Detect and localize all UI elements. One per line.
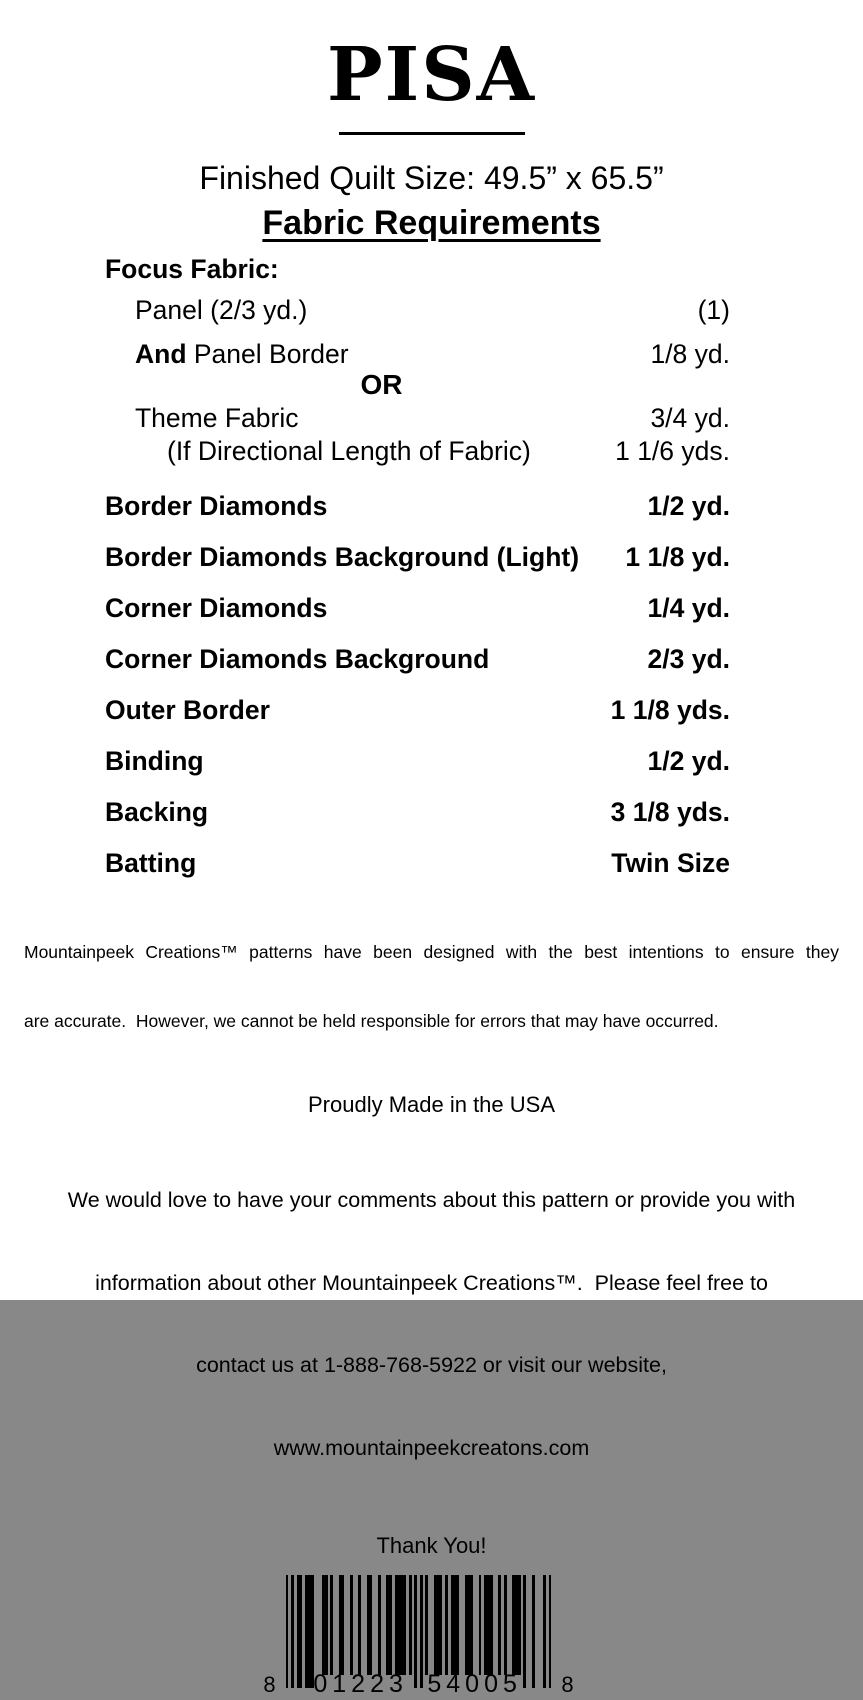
requirement-row (105, 850, 730, 877)
contact-line: information about other Mountainpeek Creations™. Please feel free to (95, 1270, 768, 1295)
requirement-row (105, 697, 730, 724)
requirement-value: 3 1/8 yds. (610, 797, 730, 827)
requirement-value: 2/3 yd. (647, 644, 730, 674)
focus-fabric-heading: Focus Fabric: (105, 254, 279, 284)
thank-you-line: Thank You! (376, 1533, 487, 1558)
requirement-row (105, 544, 730, 571)
made-in-usa-line: Proudly Made in the USA (307, 1092, 556, 1117)
requirement-label: Corner Diamonds (105, 593, 328, 623)
requirement-row (105, 748, 730, 775)
footer (0, 895, 863, 1700)
requirement-row (105, 595, 730, 622)
requirement-label: Outer Border (105, 695, 270, 725)
title-underline (339, 132, 525, 135)
requirement-value: Twin Size (611, 848, 730, 878)
requirement-label: Binding (105, 746, 204, 776)
requirement-row (105, 405, 730, 432)
disclaimer-line: are accurate. However, we cannot be held responsible for errors that may have occurred. (24, 1011, 719, 1031)
disclaimer-line: Mountainpeek Creations™ patterns have been designed with the best intentions to ensure they (24, 942, 839, 962)
barcode-digits-left-group: 01223 (313, 1670, 408, 1698)
contact-line: contact us at 1-888-768-5922 or visit our website, (196, 1353, 667, 1377)
requirement-label: Border Diamonds (105, 491, 328, 521)
contact-line: We would love to have your comments about this pattern or provide you with (67, 1188, 796, 1212)
requirement-value: 1/2 yd. (647, 746, 730, 776)
contact-paragraph (0, 1132, 863, 1517)
header (0, 0, 863, 243)
requirement-label: Batting (105, 848, 197, 878)
page-title: PISA (326, 32, 537, 118)
barcode-bars (286, 1575, 552, 1700)
requirement-value: 1 1/8 yds. (610, 695, 730, 725)
requirement-label: Theme Fabric (135, 403, 299, 433)
requirement-row (105, 297, 730, 324)
barcode-digit-left: 8 (263, 1672, 276, 1697)
requirement-value: 1/4 yd. (647, 593, 730, 623)
requirement-row (105, 341, 730, 368)
quilt-size-line: Finished Quilt Size: 49.5” x 65.5” (199, 160, 664, 196)
or-divider: OR (360, 369, 403, 400)
website-url: www.mountainpeekcreatons.com (273, 1435, 590, 1460)
requirement-value: 1 1/8 yd. (625, 542, 730, 572)
requirement-label: (If Directional Length of Fabric) (167, 436, 531, 466)
requirement-row (105, 646, 730, 673)
fabric-requirements-section (0, 243, 863, 877)
requirement-value: 1 1/6 yds. (615, 436, 730, 466)
barcode-bar-module (549, 1575, 552, 1688)
requirement-label: And Panel Border (135, 339, 349, 369)
requirement-label: Backing (105, 797, 209, 827)
barcode-digit-right: 8 (561, 1672, 574, 1697)
requirement-label: Corner Diamonds Background (105, 644, 490, 674)
disclaimer (0, 895, 863, 1079)
barcode-digits-right-group: 54005 (427, 1670, 522, 1698)
section-heading: Fabric Requirements (262, 204, 601, 242)
requirement-value: 3/4 yd. (650, 403, 730, 433)
barcode (0, 1575, 850, 1700)
requirement-row (105, 438, 730, 465)
requirement-value: 1/8 yd. (650, 339, 730, 369)
requirement-row (105, 799, 730, 826)
requirement-label: Border Diamonds Background (Light) (105, 542, 580, 572)
requirement-label: Panel (2/3 yd.) (135, 295, 308, 325)
requirement-value: 1/2 yd. (647, 491, 730, 521)
requirements-rows (105, 297, 730, 877)
requirement-value: (1) (697, 295, 730, 325)
requirement-row (105, 493, 730, 520)
